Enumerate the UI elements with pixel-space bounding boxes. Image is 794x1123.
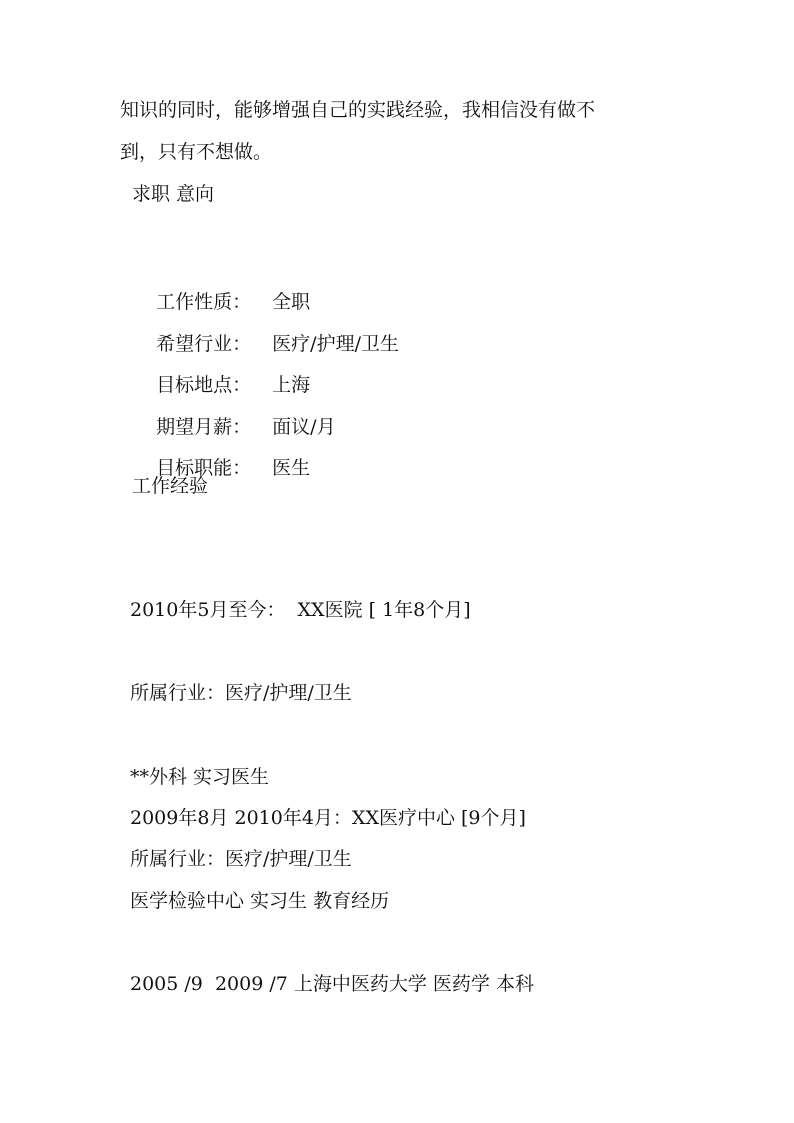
intent-label: 工作性质：: [156, 291, 252, 313]
job2-position: 医学检验中心 实习生 教育经历: [130, 890, 390, 912]
job1-industry: 所属行业：医疗/护理/卫生: [130, 682, 352, 704]
intent-label: 期望月薪：: [156, 416, 252, 438]
job1-position: **外科 实习医生: [130, 766, 270, 788]
job-intent-heading: 求职 意向: [132, 183, 215, 205]
intent-label: 目标职能：: [156, 457, 252, 479]
intent-value: 医疗/护理/卫生: [272, 333, 399, 355]
intent-value: 医生: [272, 457, 311, 479]
education-entry: 2005 /9 2009 /7 上海中医药大学 医药学 本科: [130, 973, 534, 995]
job2-industry: 所属行业：医疗/护理/卫生: [130, 848, 352, 870]
intent-value: 上海: [272, 374, 311, 396]
intro-line-2: 到，只有不想做。: [120, 141, 273, 163]
job1-period: 2010年5月至今： XX医院 [ 1年8个月]: [130, 599, 471, 621]
intent-label: 目标地点：: [156, 374, 252, 396]
work-experience-heading: 工作经验: [132, 475, 209, 497]
intent-value: 面议/月: [272, 416, 336, 438]
job2-period: 2009年8月 2010年4月：XX医疗中心 [9个月]: [130, 807, 526, 829]
intent-label: 希望行业：: [156, 333, 252, 355]
intent-value: 全职: [272, 291, 311, 313]
intro-line-1: 知识的同时，能够增强自己的实践经验，我相信没有做不: [120, 99, 596, 121]
